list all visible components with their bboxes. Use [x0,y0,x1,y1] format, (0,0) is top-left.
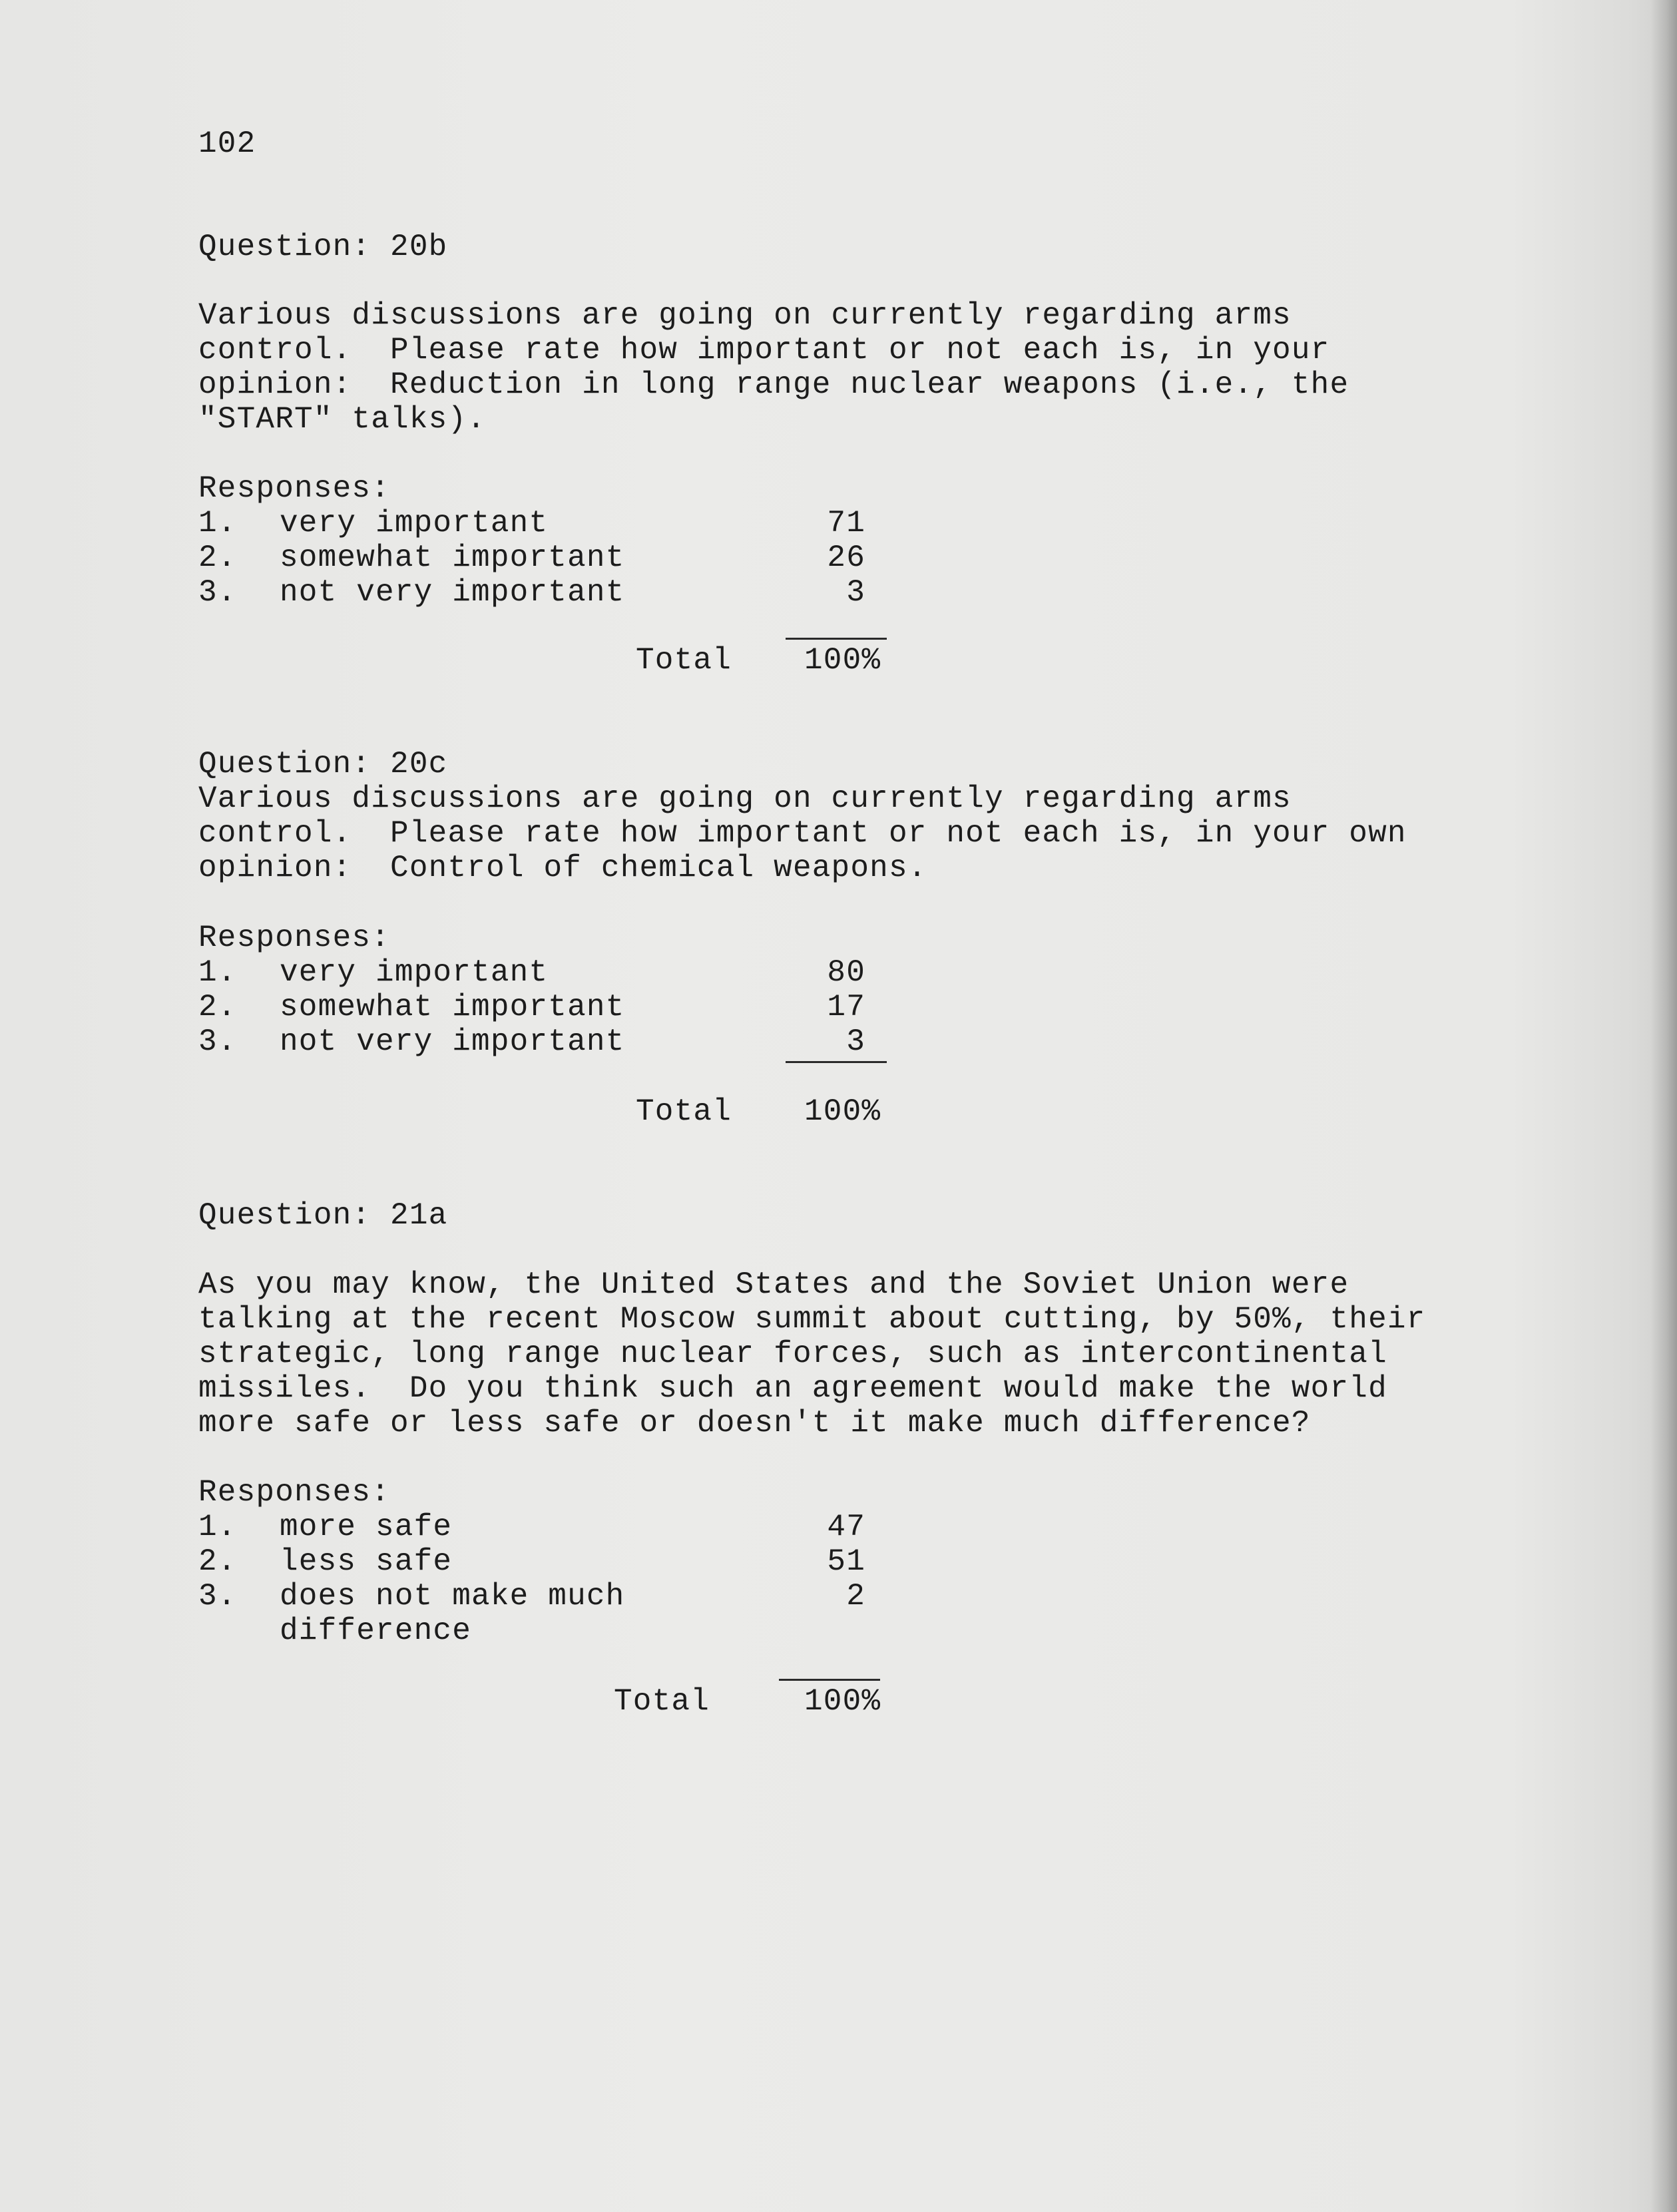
response-label: very important [280,955,549,990]
response-value: 17 [827,990,865,1024]
total-rule [786,638,887,640]
question-text-line: control. Please rate how important or not each is, in your own [198,816,1407,851]
response-number: 1. [198,506,237,541]
question-text-line: more safe or less safe or doesn't it make much difference? [198,1406,1311,1440]
question-text-line: talking at the recent Moscow summit about cutting, by 50%, their [198,1302,1426,1337]
response-value: 3 [846,1024,865,1059]
response-value: 47 [827,1510,865,1544]
page-edge-shadow [1650,0,1677,2212]
total-rule [786,1061,887,1063]
response-value: 71 [827,506,865,541]
question-text-line: strategic, long range nuclear forces, such as intercontinental [198,1337,1387,1371]
page-number: 102 [198,126,256,161]
response-label: not very important [280,1024,625,1059]
response-number: 2. [198,990,237,1024]
response-number: 1. [198,1510,237,1544]
total-rule [779,1679,880,1681]
question-text-line: opinion: Control of chemical weapons. [198,851,927,885]
question-text-line: opinion: Reduction in long range nuclear weapons (i.e., the [198,367,1349,402]
response-value: 80 [827,955,865,990]
response-number: 3. [198,1024,237,1059]
question-text-line: As you may know, the United States and the Soviet Union were [198,1267,1349,1302]
response-number: 3. [198,575,237,610]
response-label: somewhat important [280,990,625,1024]
response-number: 1. [198,955,237,990]
response-value: 51 [827,1544,865,1579]
question-label: Question: 20b [198,230,448,264]
question-text-line: control. Please rate how important or not each is, in your [198,333,1330,367]
question-label: Question: 20c [198,747,448,781]
response-value: 3 [846,575,865,610]
total-value: 100% [804,1684,881,1719]
response-label: more safe [280,1510,453,1544]
response-number: 2. [198,1544,237,1579]
responses-header: Responses: [198,1475,391,1510]
response-value: 26 [827,541,865,575]
response-label: not very important [280,575,625,610]
response-label-continued: difference [280,1614,472,1648]
responses-header: Responses: [198,471,391,506]
total-label: Total [636,1094,732,1129]
total-label: Total [636,643,732,678]
question-label: Question: 21a [198,1198,448,1233]
response-label: very important [280,506,549,541]
response-label: does not make much [280,1579,625,1614]
total-value: 100% [804,1094,881,1129]
total-label: Total [614,1684,710,1719]
question-text-line: "START" talks). [198,402,487,437]
total-value: 100% [804,643,881,678]
response-label: less safe [280,1544,453,1579]
response-number: 2. [198,541,237,575]
response-value: 2 [846,1579,865,1614]
response-number: 3. [198,1579,237,1614]
question-text-line: missiles. Do you think such an agreement would make the world [198,1371,1387,1406]
question-text-line: Various discussions are going on currently regarding arms [198,298,1292,333]
response-label: somewhat important [280,541,625,575]
question-text-line: Various discussions are going on currently regarding arms [198,781,1292,816]
responses-header: Responses: [198,921,391,955]
